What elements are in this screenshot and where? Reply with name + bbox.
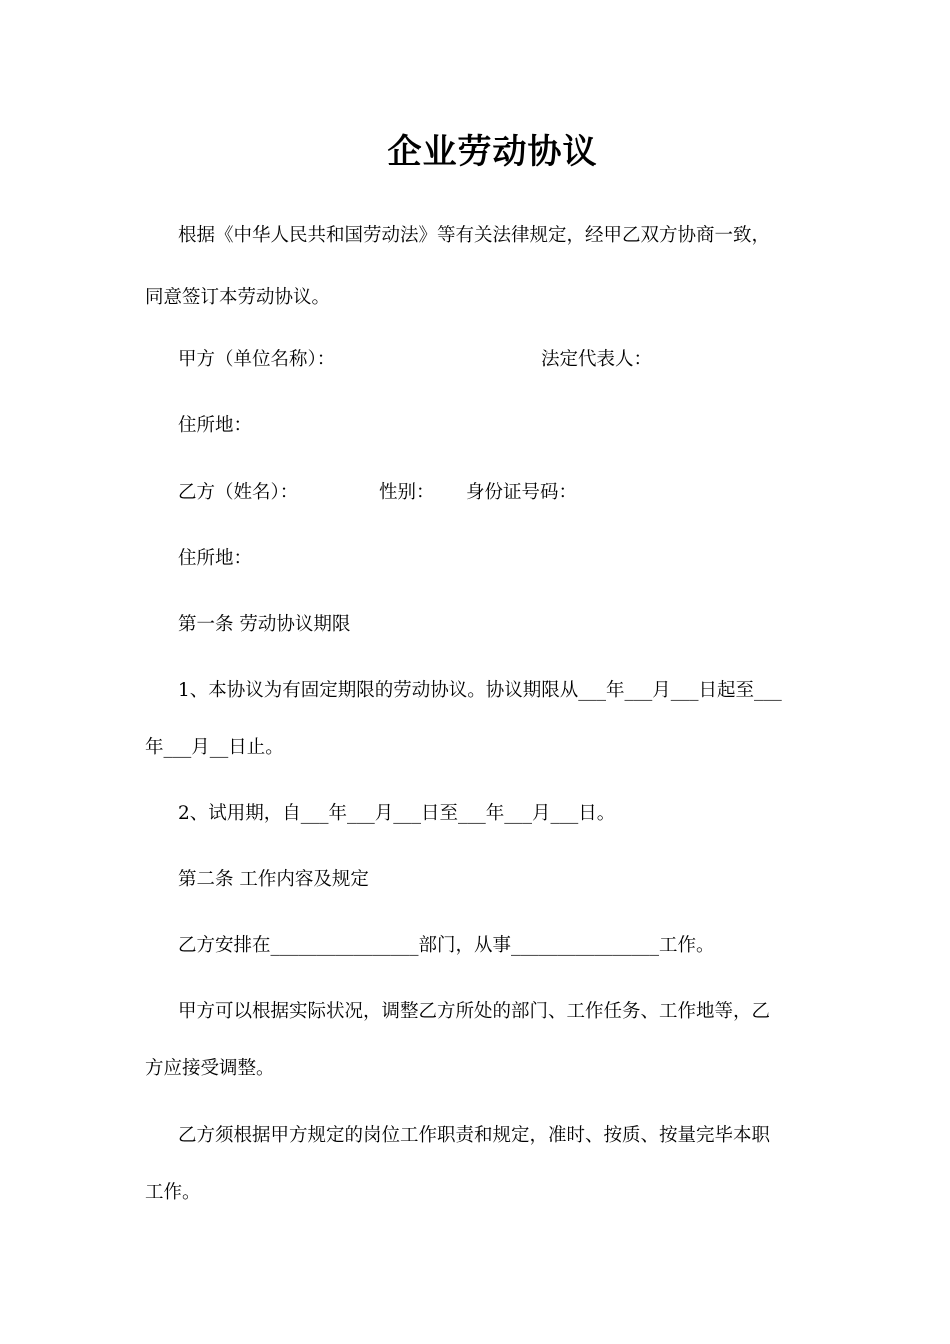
article-1-heading: 第一条 劳动协议期限 [178,614,351,635]
clause-1-line-1: 1、本协议为有固定期限的劳动协议。协议期限从___年___月___日起至___ [178,680,782,701]
adjustment-paragraph-line-2: 方应接受调整。 [145,1058,275,1079]
party-a-name-label: 甲方（单位名称）： [178,349,336,370]
duty-paragraph-line-1: 乙方须根据甲方规定的岗位工作职责和规定，准时、按质、按量完毕本职 [178,1125,771,1146]
party-b-name-label: 乙方（姓名）： [178,482,299,503]
assignment-line: 乙方安排在________________部门，从事________________工作。 [178,935,715,956]
adjustment-paragraph-line-1: 甲方可以根据实际状况，调整乙方所处的部门、工作任务、工作地等，乙 [178,1001,771,1022]
document-title: 企业劳动协议 [387,132,598,172]
gender-label: 性别： [379,482,435,503]
id-number-label: 身份证号码： [466,482,578,503]
party-a-address-label: 住所地： [178,415,253,436]
clause-1-line-2: 年___月__日止。 [145,737,284,758]
intro-paragraph-line-2: 同意签订本劳动协议。 [145,287,331,308]
clause-2: 2、试用期，自___年___月___日至___年___月___日。 [178,803,616,824]
party-b-address-label: 住所地： [178,548,253,569]
intro-paragraph-line-1: 根据《中华人民共和国劳动法》等有关法律规定，经甲乙双方协商一致， [178,225,771,246]
legal-representative-label: 法定代表人： [541,349,653,370]
duty-paragraph-line-2: 工作。 [145,1182,201,1203]
article-2-heading: 第二条 工作内容及规定 [178,869,369,890]
